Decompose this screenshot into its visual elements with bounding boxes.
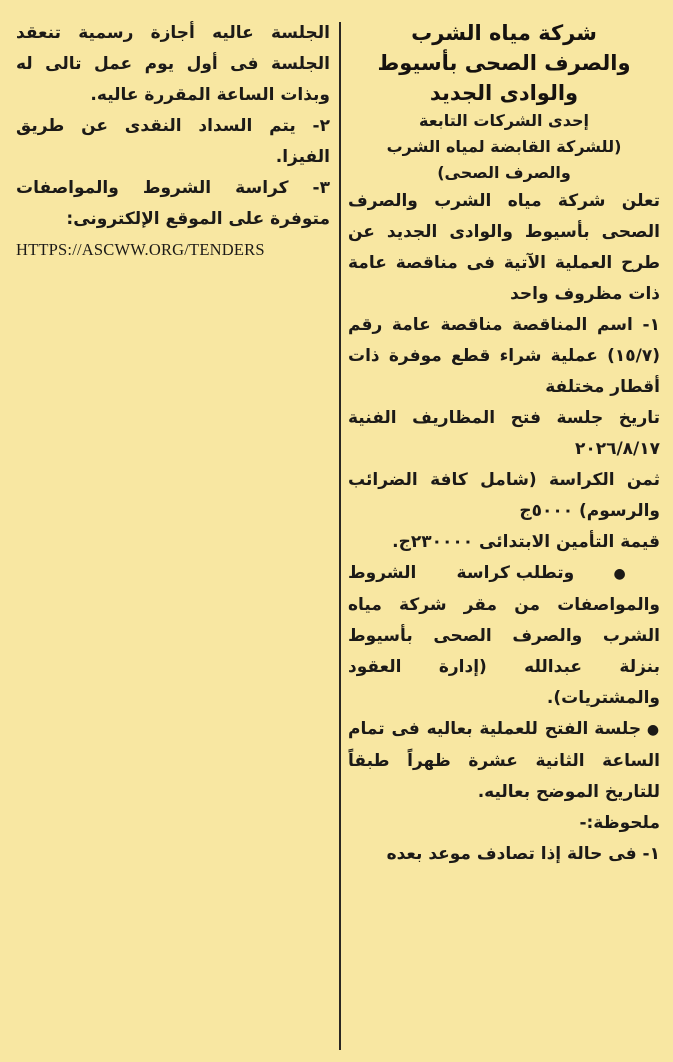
note-item-3: ٣- كراسة الشروط والمواصفات متوفرة على الموقع الإلكترونى:: [16, 178, 330, 229]
company-name-line-1: شركة مياه الشرب: [411, 21, 597, 45]
initial-insurance: قيمة التأمين الابتدائى ٢٣٠٠٠٠ج.: [392, 532, 660, 552]
bullet-opening-session: ● جلسة الفتح للعملية بعاليه فى تمام الساعة الثانية عشرة ظهراً طبقاً للتاريخ الموضح بعاليه.: [348, 714, 660, 808]
affiliation-line-3: والصرف الصحى): [437, 163, 571, 182]
note-heading: ملحوظة:-: [579, 813, 660, 833]
opening-date: تاريخ جلسة فتح المظاريف الفنية ٢٠٢٦/٨/١٧: [348, 408, 660, 459]
company-name-line-2: والصرف الصحى بأسيوط: [377, 51, 631, 75]
affiliation-line-1: إحدى الشركات التابعة: [419, 111, 589, 130]
booklet-price: ثمن الكراسة (شامل كافة الضرائب والرسوم) ٥٠٠٠ج: [348, 470, 660, 521]
note-item-1: ١- فى حالة إذا تصادف موعد بعده: [386, 844, 660, 864]
tender-name-item: ١- اسم المناقصة مناقصة عامة رقم (١٥/٧) عملية شراء قطع موفرة ذات أقطار مختلفة: [348, 315, 660, 397]
affiliation-line-2: (للشركة القابضة لمياه الشرب: [386, 137, 622, 156]
announcement-left-column: [16, 18, 330, 265]
announcement-right-column: [348, 18, 660, 870]
bullet-booklet-request: ● وتطلب كراسة الشروط والمواصفات من مقر شركة مياه الشرب والصرف الصحى بأسيوط بنزلة عبدالله (إدارة العقود والمشتريات).: [348, 558, 660, 714]
note-item-2: ٢- يتم السداد النقدى عن طريق الفيزا.: [16, 116, 330, 167]
tenders-url-link[interactable]: HTTPS://ASCWW.ORG/TENDERS: [16, 240, 265, 259]
tender-intro: تعلن شركة مياه الشرب والصرف الصحى بأسيوط والوادى الجديد عن طرح العملية الآتية فى مناقصة عامة ذات مظروف واحد: [348, 191, 660, 304]
company-name-line-3: والوادى الجديد: [429, 81, 579, 105]
column-divider: [339, 22, 341, 1050]
note-item-1-continuation: الجلسة عاليه أجازة رسمية تنعقد الجلسة فى أول يوم عمل تالى له وبذات الساعة المقررة عاليه.: [16, 23, 330, 105]
